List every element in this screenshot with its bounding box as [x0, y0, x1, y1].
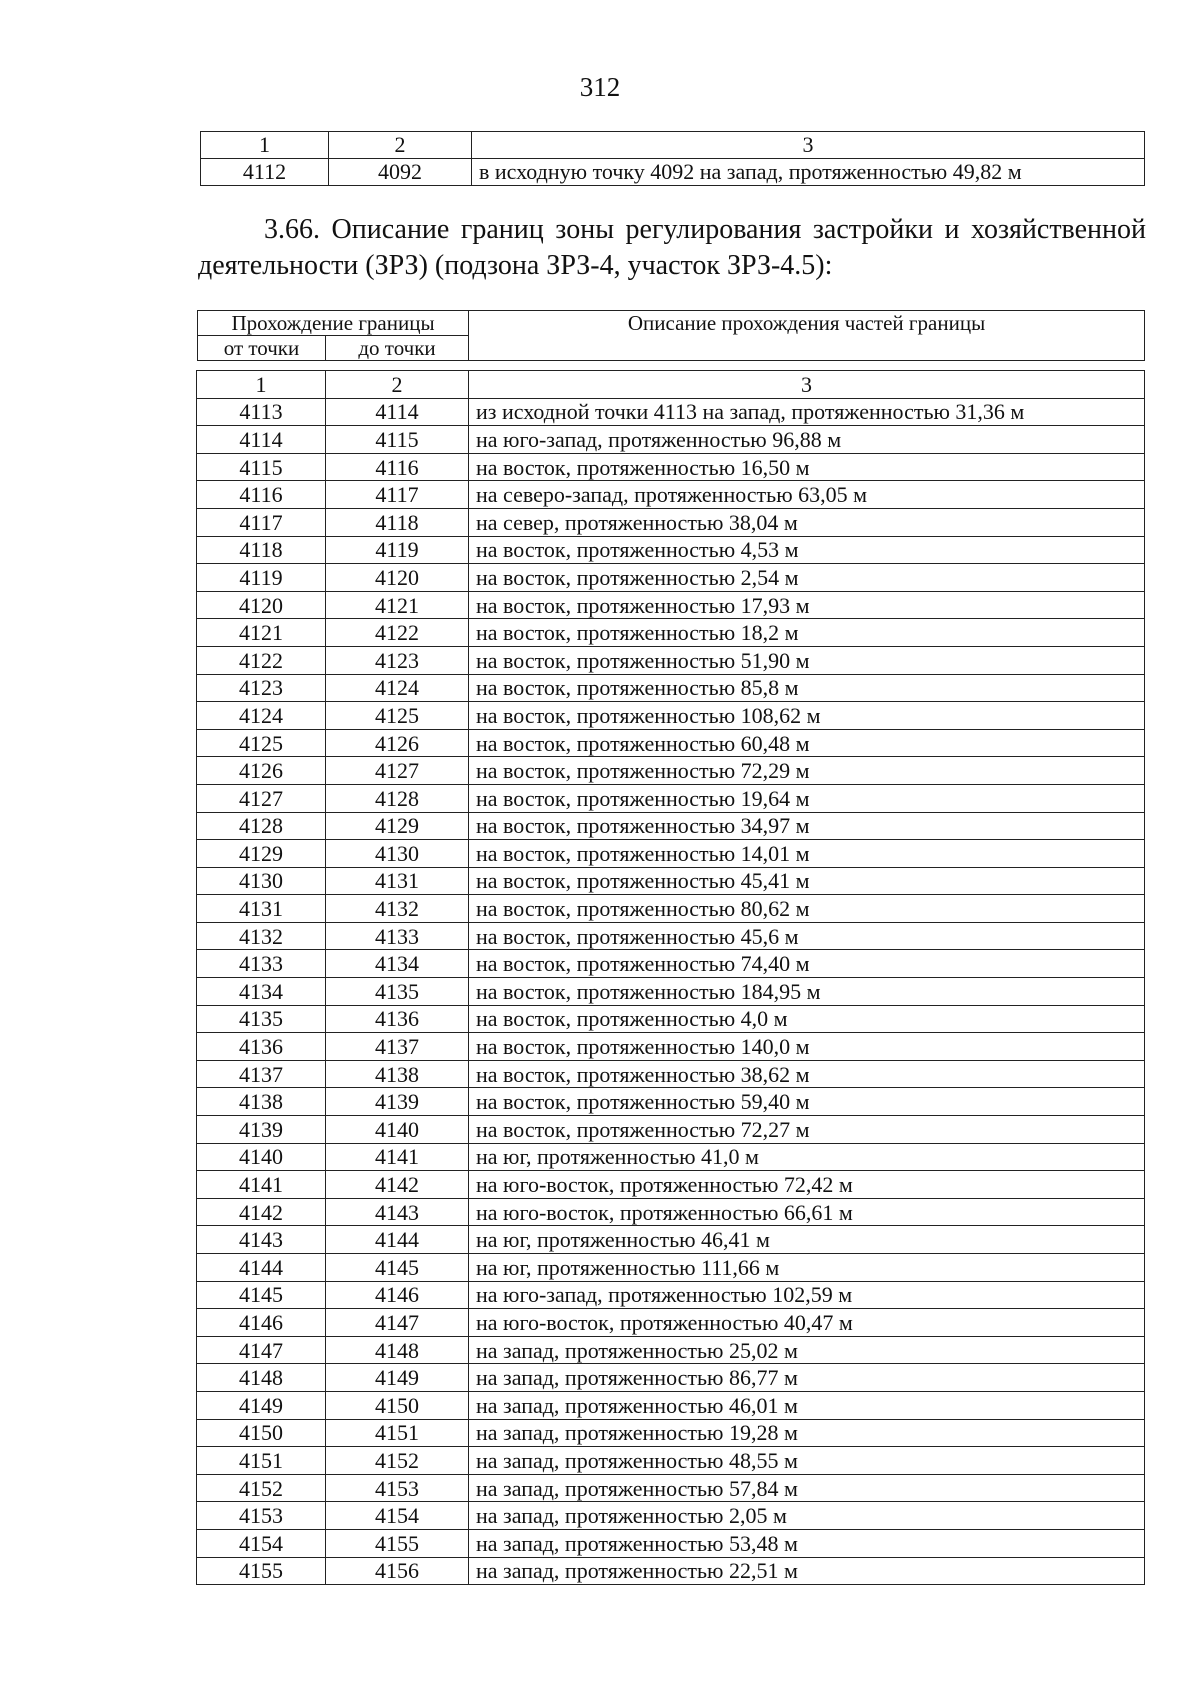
segment-description: на запад, протяженностью 19,28 м [469, 1419, 1145, 1447]
table-row [197, 1088, 1145, 1116]
boundary-table [196, 370, 1145, 1585]
to-point: 4144 [326, 1226, 469, 1254]
table-row [197, 1364, 1145, 1392]
table-row [197, 646, 1145, 674]
from-point: 4118 [197, 536, 326, 564]
segment-description: на юг, протяженностью 41,0 м [469, 1143, 1145, 1171]
from-point: 4147 [197, 1336, 326, 1364]
table-row [197, 757, 1145, 785]
to-point: 4146 [326, 1281, 469, 1309]
from-point: 4149 [197, 1391, 326, 1419]
from-point: 4138 [197, 1088, 326, 1116]
segment-description: на восток, протяженностью 80,62 м [469, 895, 1145, 923]
table-row [197, 1419, 1145, 1447]
segment-description: на восток, протяженностью 60,48 м [469, 729, 1145, 757]
from-point: 4132 [197, 922, 326, 950]
table-row [197, 702, 1145, 730]
table-row [197, 1005, 1145, 1033]
to-point: 4116 [326, 453, 469, 481]
from-point: 4126 [197, 757, 326, 785]
from-point: 4128 [197, 812, 326, 840]
segment-description: на восток, протяженностью 34,97 м [469, 812, 1145, 840]
to-point: 4138 [326, 1060, 469, 1088]
from-point: 4152 [197, 1474, 326, 1502]
table-row [197, 729, 1145, 757]
to-point: 4151 [326, 1419, 469, 1447]
from-point: 4150 [197, 1419, 326, 1447]
column-number-1: 1 [197, 371, 326, 399]
table-row [197, 536, 1145, 564]
segment-description: на восток, протяженностью 16,50 м [469, 453, 1145, 481]
segment-description: на восток, протяженностью 72,29 м [469, 757, 1145, 785]
from-point-header: от точки [198, 336, 326, 361]
table-row [197, 398, 1145, 426]
from-point: 4122 [197, 646, 326, 674]
to-point: 4152 [326, 1447, 469, 1475]
to-point: 4117 [326, 481, 469, 509]
to-point: 4149 [326, 1364, 469, 1392]
table-row [197, 895, 1145, 923]
to-point: 4121 [326, 591, 469, 619]
to-point: 4131 [326, 867, 469, 895]
segment-description: на восток, протяженностью 14,01 м [469, 840, 1145, 868]
to-point: 4143 [326, 1198, 469, 1226]
segment-description: на запад, протяженностью 57,84 м [469, 1474, 1145, 1502]
to-point: 4140 [326, 1116, 469, 1144]
continuation-table [200, 131, 1145, 186]
from-point: 4124 [197, 702, 326, 730]
to-point: 4155 [326, 1529, 469, 1557]
segment-description: на запад, протяженностью 46,01 м [469, 1391, 1145, 1419]
segment-description: на восток, протяженностью 140,0 м [469, 1033, 1145, 1061]
from-point: 4121 [197, 619, 326, 647]
to-point: 4134 [326, 950, 469, 978]
segment-description: на восток, протяженностью 4,53 м [469, 536, 1145, 564]
to-point: 4128 [326, 784, 469, 812]
column-number-1: 1 [201, 132, 329, 159]
table-row [197, 1447, 1145, 1475]
from-point: 4143 [197, 1226, 326, 1254]
to-point: 4156 [326, 1557, 469, 1585]
from-point: 4133 [197, 950, 326, 978]
from-point: 4113 [197, 398, 326, 426]
to-point: 4092 [329, 159, 472, 186]
segment-description: на запад, протяженностью 25,02 м [469, 1336, 1145, 1364]
to-point: 4147 [326, 1309, 469, 1337]
segment-description: на восток, протяженностью 17,93 м [469, 591, 1145, 619]
from-point: 4139 [197, 1116, 326, 1144]
continuation-header-row [201, 132, 1145, 159]
to-point: 4132 [326, 895, 469, 923]
to-point: 4118 [326, 508, 469, 536]
table-row [197, 1529, 1145, 1557]
to-point: 4139 [326, 1088, 469, 1116]
table-row [197, 1198, 1145, 1226]
to-point: 4120 [326, 564, 469, 592]
from-point: 4125 [197, 729, 326, 757]
from-point: 4112 [201, 159, 329, 186]
table-row [197, 950, 1145, 978]
table-row [197, 508, 1145, 536]
table-row [197, 674, 1145, 702]
from-point: 4117 [197, 508, 326, 536]
to-point: 4119 [326, 536, 469, 564]
page-number: 312 [579, 72, 621, 102]
from-point: 4116 [197, 481, 326, 509]
segment-description: на восток, протяженностью 51,90 м [469, 646, 1145, 674]
description-header: Описание прохождения частей границы [469, 311, 1145, 361]
table-row [197, 564, 1145, 592]
to-point: 4141 [326, 1143, 469, 1171]
from-point: 4134 [197, 978, 326, 1006]
section-heading: 3.66. Описание границ зоны регулирования застройки и хозяйственной деятельности (ЗРЗ) (подзона ЗРЗ-4, участок ЗРЗ-4.5): [198, 214, 1146, 281]
segment-description: на юг, протяженностью 46,41 м [469, 1226, 1145, 1254]
to-point: 4150 [326, 1391, 469, 1419]
to-point: 4127 [326, 757, 469, 785]
to-point: 4142 [326, 1171, 469, 1199]
table-row [197, 1060, 1145, 1088]
segment-description: на восток, протяженностью 4,0 м [469, 1005, 1145, 1033]
column-number-2: 2 [326, 371, 469, 399]
to-point: 4135 [326, 978, 469, 1006]
from-point: 4140 [197, 1143, 326, 1171]
segment-description: на юго-восток, протяженностью 72,42 м [469, 1171, 1145, 1199]
segment-description: на восток, протяженностью 38,62 м [469, 1060, 1145, 1088]
table-row [197, 1226, 1145, 1254]
from-point: 4141 [197, 1171, 326, 1199]
from-point: 4115 [197, 453, 326, 481]
from-point: 4130 [197, 867, 326, 895]
table-row [197, 922, 1145, 950]
segment-description: на восток, протяженностью 72,27 м [469, 1116, 1145, 1144]
to-point: 4129 [326, 812, 469, 840]
from-point: 4135 [197, 1005, 326, 1033]
to-point: 4114 [326, 398, 469, 426]
to-point: 4122 [326, 619, 469, 647]
to-point-header: до точки [326, 336, 469, 361]
from-point: 4137 [197, 1060, 326, 1088]
segment-description: на запад, протяженностью 48,55 м [469, 1447, 1145, 1475]
table-row [197, 1171, 1145, 1199]
from-point: 4154 [197, 1529, 326, 1557]
segment-description: на север, протяженностью 38,04 м [469, 508, 1145, 536]
segment-description: на запад, протяженностью 22,51 м [469, 1557, 1145, 1585]
from-point: 4151 [197, 1447, 326, 1475]
segment-description: на юго-восток, протяженностью 40,47 м [469, 1309, 1145, 1337]
from-point: 4123 [197, 674, 326, 702]
from-point: 4145 [197, 1281, 326, 1309]
to-point: 4133 [326, 922, 469, 950]
to-point: 4154 [326, 1502, 469, 1530]
segment-description: на юго-запад, протяженностью 102,59 м [469, 1281, 1145, 1309]
segment-description: на юго-восток, протяженностью 66,61 м [469, 1198, 1145, 1226]
to-point: 4153 [326, 1474, 469, 1502]
table-row [197, 1254, 1145, 1282]
table-row [197, 1309, 1145, 1337]
from-point: 4129 [197, 840, 326, 868]
header-row-group [198, 311, 1145, 336]
from-point: 4153 [197, 1502, 326, 1530]
from-point: 4146 [197, 1309, 326, 1337]
boundary-table-header [197, 310, 1145, 361]
segment-description: на запад, протяженностью 53,48 м [469, 1529, 1145, 1557]
segment-description: в исходную точку 4092 на запад, протяженностью 49,82 м [472, 159, 1145, 186]
table-row [197, 1474, 1145, 1502]
segment-description: на юго-запад, протяженностью 96,88 м [469, 426, 1145, 454]
column-number-3: 3 [472, 132, 1145, 159]
segment-description: на северо-запад, протяженностью 63,05 м [469, 481, 1145, 509]
boundary-passage-header: Прохождение границы [198, 311, 469, 336]
segment-description: на восток, протяженностью 19,64 м [469, 784, 1145, 812]
from-point: 4142 [197, 1198, 326, 1226]
column-number-3: 3 [469, 371, 1145, 399]
table-row [197, 978, 1145, 1006]
table-row [197, 784, 1145, 812]
column-number-2: 2 [329, 132, 472, 159]
segment-description: на восток, протяженностью 85,8 м [469, 674, 1145, 702]
to-point: 4124 [326, 674, 469, 702]
table-row [197, 1033, 1145, 1061]
to-point: 4137 [326, 1033, 469, 1061]
table-row [197, 591, 1145, 619]
segment-description: на восток, протяженностью 108,62 м [469, 702, 1145, 730]
table-row [197, 481, 1145, 509]
table-row [197, 1116, 1145, 1144]
table-row [197, 812, 1145, 840]
from-point: 4136 [197, 1033, 326, 1061]
to-point: 4125 [326, 702, 469, 730]
to-point: 4145 [326, 1254, 469, 1282]
table-row [201, 159, 1145, 186]
column-numbers-row [197, 371, 1145, 399]
to-point: 4148 [326, 1336, 469, 1364]
from-point: 4120 [197, 591, 326, 619]
table-row [197, 453, 1145, 481]
table-row [197, 1143, 1145, 1171]
segment-description: на восток, протяженностью 45,6 м [469, 922, 1145, 950]
from-point: 4114 [197, 426, 326, 454]
to-point: 4136 [326, 1005, 469, 1033]
table-row [197, 1502, 1145, 1530]
table-row [197, 1391, 1145, 1419]
segment-description: на запад, протяженностью 86,77 м [469, 1364, 1145, 1392]
segment-description: на восток, протяженностью 45,41 м [469, 867, 1145, 895]
table-row [197, 619, 1145, 647]
segment-description: на восток, протяженностью 74,40 м [469, 950, 1145, 978]
from-point: 4127 [197, 784, 326, 812]
segment-description: на восток, протяженностью 18,2 м [469, 619, 1145, 647]
table-row [197, 840, 1145, 868]
table-row [197, 1557, 1145, 1585]
to-point: 4130 [326, 840, 469, 868]
segment-description: на юг, протяженностью 111,66 м [469, 1254, 1145, 1282]
from-point: 4148 [197, 1364, 326, 1392]
segment-description: на восток, протяженностью 59,40 м [469, 1088, 1145, 1116]
segment-description: на восток, протяженностью 2,54 м [469, 564, 1145, 592]
table-row [197, 867, 1145, 895]
segment-description: на запад, протяженностью 2,05 м [469, 1502, 1145, 1530]
from-point: 4144 [197, 1254, 326, 1282]
table-row [197, 1281, 1145, 1309]
table-row [197, 1336, 1145, 1364]
from-point: 4119 [197, 564, 326, 592]
to-point: 4115 [326, 426, 469, 454]
table-row [197, 426, 1145, 454]
segment-description: на восток, протяженностью 184,95 м [469, 978, 1145, 1006]
from-point: 4131 [197, 895, 326, 923]
to-point: 4123 [326, 646, 469, 674]
to-point: 4126 [326, 729, 469, 757]
from-point: 4155 [197, 1557, 326, 1585]
segment-description: из исходной точки 4113 на запад, протяженностью 31,36 м [469, 398, 1145, 426]
